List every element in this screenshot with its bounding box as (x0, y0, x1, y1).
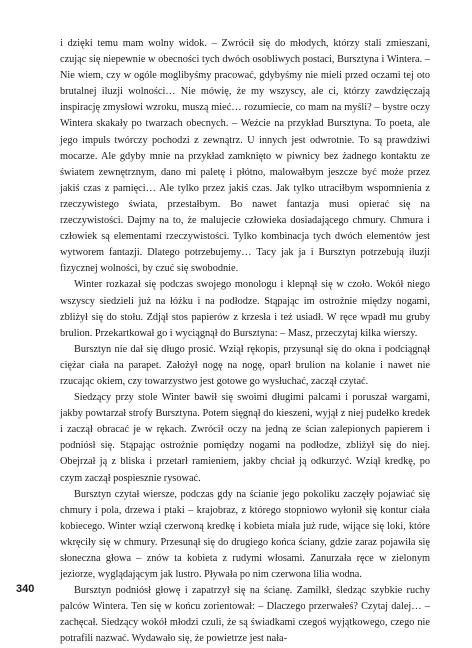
paragraph-4: Siedzący przy stole Winter bawił się swoimi długimi palcami i poruszał wargami, jakby powtarzał strofy Bursztyna. Potem sięgnął do kieszeni, wyjął z niej pudełko kredek i zaczął obracać je w rękach. Zwrócił oczy na jedną ze ścian zalepionych papierem i podniósł się. Stąpając ostrożnie pomiędzy nogami na podłodze, zbliżył się do niej. Obejrzał ją z bliska i przetarł ramieniem, jakby chciał ją odkurzyć. Wziął kredkę, po czym zaczął pospiesznie rysować. (60, 392, 430, 484)
paragraph-6: Bursztyn podniósł głowę i zapatrzył się na ścianę. Zamilkł, śledząc szybkie ruchy palców Wintera. Ten się w końcu zorientował: – Dlaczego przerwałeś? Czytaj dalej… – zachęcał. Siedzący wokół młodzi czuli, że są świadkami czegoś wyjątkowego, czego nie potrafili nazwać. Wydawało się, że powietrze jest nała- (60, 585, 430, 645)
body-text (60, 36, 430, 648)
paragraph-1: i dzięki temu mam wolny widok. – Zwrócił się do młodych, którzy stali zmieszani, czując się niepewnie w obecności tych dwóch osobliwych postaci, Bursztyna i Wintera. – Nie wiem, czy w ogóle moglibyśmy pracować, gdybyśmy nie mieli przed oczami tej oto brutalnej iluzji wolności… Nie mówię, że my wszyscy, ale ci, którzy zawdzięczają inspirację zmysłowi wzroku, muszą mieć… rozumiecie, co mam na myśli? – bystre oczy Wintera skakały po twarzach obecnych. – Weźcie na przykład Bursztyna. To poeta, ale jego impuls twórczy pochodzi z zewnątrz. U innych jest odwrotnie. To są prawdziwi mocarze. Ale gdyby mnie na przykład zamknięto w piwnicy bez żadnego kontaktu ze światem zewnętrznym, dano mi paletę i płótno, malowałbym jeszcze być może przez jakiś czas z pamięci… Ale tylko przez jakiś czas. Jak tylko utraciłbym wspomnienia z rzeczywistego świata, przestałbym. Bo nawet fantazja musi opierać się na rzeczywistości. Dajmy na to, że malujecie człowieka dosiadającego chmury. Chmura i człowiek są elementami rzeczywistości. Tylko kombinacja tych dwóch elementów jest wytworem fantazji. Dlatego potrzebujemy… Tacy jak ja i Bursztyn potrzebują iluzji fizycznej wolności, by czuć się swobodnie. (60, 38, 430, 275)
page-number: 340 (16, 583, 35, 595)
paragraph-3: Bursztyn nie dał się długo prosić. Wziął rękopis, przysunął się do okna i podciągnął ciężar ciała na parapet. Założył nogę na nogę, oparł brulion na kolanie i nawet nie rzucając okiem, czy towarzystwo jest gotowe go wysłuchać, zaczął czytać. (60, 343, 430, 387)
paragraph-5: Bursztyn czytał wiersze, podczas gdy na ścianie jego pokoliku zaczęły pojawiać się chmury i pola, drzewa i ptaki – krajobraz, z którego stopniowo wyłonił się kontur ciała kobiecego. Winter wziął czerwoną kredkę i kobieta miała już rude, wijące się loki, które wkręciły się w chmury. Przesunął się do drugiego końca ściany, gdzie zaraz pojawiła się słoneczna głowa – znów ta kobieta z rudymi włosami. Zanurzała ręce w zielonym jeziorze, wyglądającym jak lustro. Pływała po nim czerwona lilia wodna. (60, 488, 430, 581)
paragraph-2: Winter rozkazał się podczas swojego monologu i klepnął się w czoło. Wokół niego wszyscy siedzieli już na łóżku i na podłodze. Stąpając im ostrożnie między nogami, zbliżył się do stołu. Zdjął stos papierów z krzesła i też usiadł. W ręce wpadł mu gruby brulion. Przekartkował go i wyciągnął do Bursztyna: – Masz, przeczytaj kilka wierszy. (60, 279, 430, 339)
